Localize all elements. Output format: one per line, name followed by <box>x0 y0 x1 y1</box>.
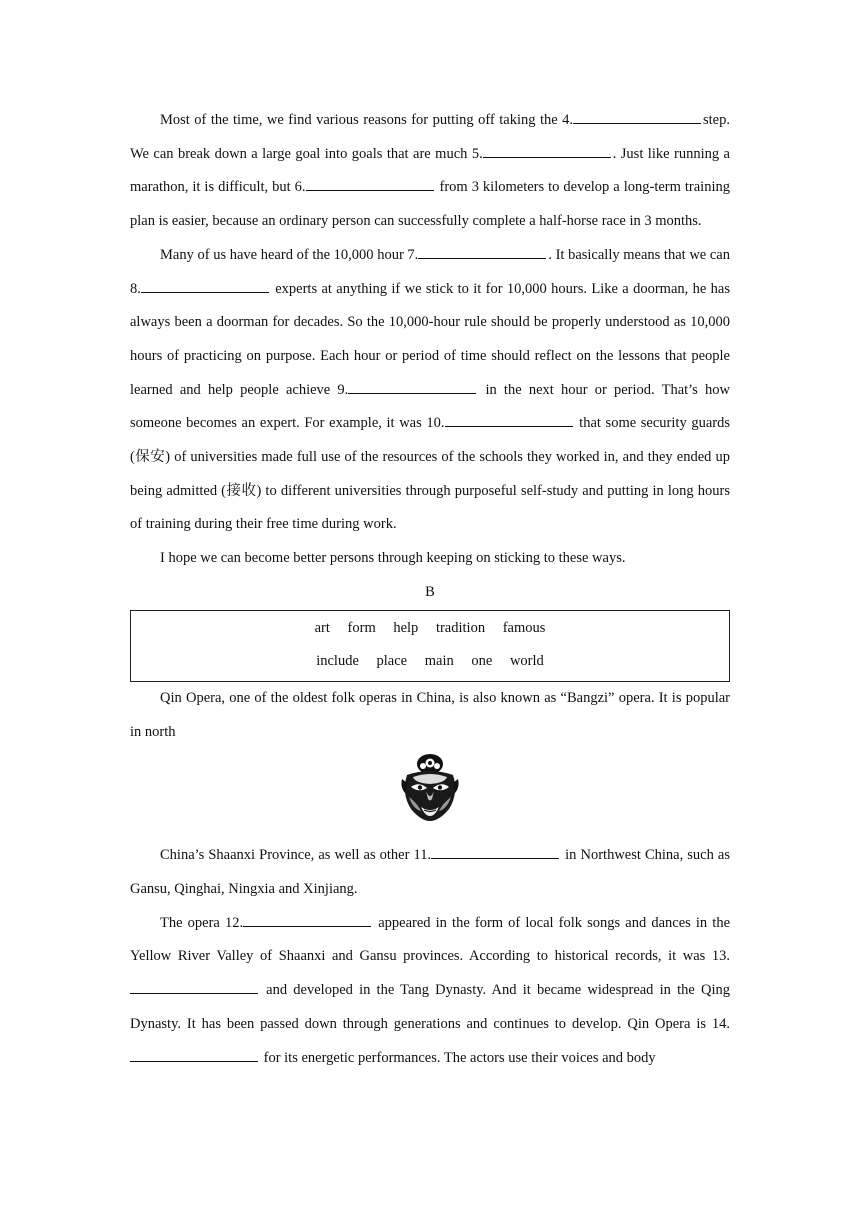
answer-blank-14[interactable] <box>130 1049 258 1062</box>
word-bank-word: main <box>424 653 454 670</box>
word-bank-word: famous <box>502 619 546 636</box>
opera-mask-figure <box>130 749 730 839</box>
text-run: China’s Shaanxi Province, as well as other 11. <box>160 847 432 864</box>
answer-blank-7[interactable] <box>418 246 546 259</box>
opera-mask-icon <box>399 753 461 823</box>
paragraph-b3 <box>130 907 730 1076</box>
word-bank-word: place <box>376 653 408 670</box>
answer-blank-12[interactable] <box>243 914 371 927</box>
word-bank-word: art <box>314 619 330 636</box>
text-run: . Just like running a marathon, it is difficult, but 6. <box>130 145 730 196</box>
text-run: step. We can break down a large goal into goals that are much 5. <box>130 112 730 162</box>
answer-blank-8[interactable] <box>141 280 269 293</box>
word-bank-box <box>130 610 730 682</box>
text-run: Most of the time, we find various reasons for putting off taking the 4. <box>160 112 574 128</box>
word-bank-word: form <box>347 619 376 636</box>
text-run: . It basically means that we can 8. <box>130 246 730 297</box>
word-bank-word: help <box>393 619 419 636</box>
text-run: from 3 kilometers to develop a long-term training plan is easier, because an ordinary person can successfully complete a half-horse race in 3 months. <box>130 179 730 230</box>
word-bank-row-2 <box>131 645 729 679</box>
text-run: that some security guards (保安) of universities made full use of the resources of the schools they worked in, and they ended up being admitted (接收) to different universities through purposeful self-study and putting in long hours of training during their free time during work. <box>130 415 730 533</box>
answer-blank-6[interactable] <box>306 178 434 191</box>
word-bank-word: world <box>509 653 544 670</box>
paragraph-a3: I hope we can become better persons through keeping on sticking to these ways. <box>160 550 626 567</box>
text-run: appeared in the form of local folk songs and dances in the Yellow River Valley of Shaanxi and Gansu provinces. According to historical records, it was 13. <box>130 914 731 965</box>
text-run: Many of us have heard of the 10,000 hour 7. <box>160 246 419 263</box>
paragraph-b1: Qin Opera, one of the oldest folk operas in China, is also known as “Bangzi” opera. It is popular in north <box>130 689 730 740</box>
answer-blank-11[interactable] <box>431 846 559 859</box>
answer-blank-4[interactable] <box>573 111 701 124</box>
answer-blank-5[interactable] <box>483 145 611 158</box>
text-run: and developed in the Tang Dynasty. And it became widespread in the Qing Dynasty. It has been passed down through generations and continues to develop. Qin Opera is 14. <box>130 982 730 1032</box>
text-run: for its energetic performances. The actors use their voices and body <box>260 1049 656 1066</box>
text-run: in the next hour or period. That’s how someone becomes an expert. For example, it was 10. <box>130 381 730 432</box>
paragraph-b2 <box>130 839 730 906</box>
answer-blank-13[interactable] <box>130 981 258 994</box>
word-bank-word: include <box>316 653 359 670</box>
document-page <box>130 104 730 1075</box>
word-bank-word: one <box>471 653 493 670</box>
answer-blank-10[interactable] <box>445 414 573 427</box>
word-bank-word: tradition <box>435 619 486 636</box>
section-b-heading: B <box>425 583 435 600</box>
paragraph-a1 <box>130 104 730 239</box>
paragraph-a2 <box>130 239 730 542</box>
text-run: The opera 12. <box>160 914 244 931</box>
answer-blank-9[interactable] <box>348 381 476 394</box>
text-run: experts at anything if we stick to it for 10,000 hours. Like a doorman, he has always been a doorman for decades. So the 10,000-hour rule should be properly understood as 10,000 hours of practicing on purpose. Each hour or period of time should reflect on the lessons that people learned and help people achieve 9. <box>130 280 730 398</box>
text-run: in Northwest China, such as Gansu, Qinghai, Ningxia and Xinjiang. <box>130 847 730 898</box>
word-bank-row-1 <box>131 612 729 646</box>
